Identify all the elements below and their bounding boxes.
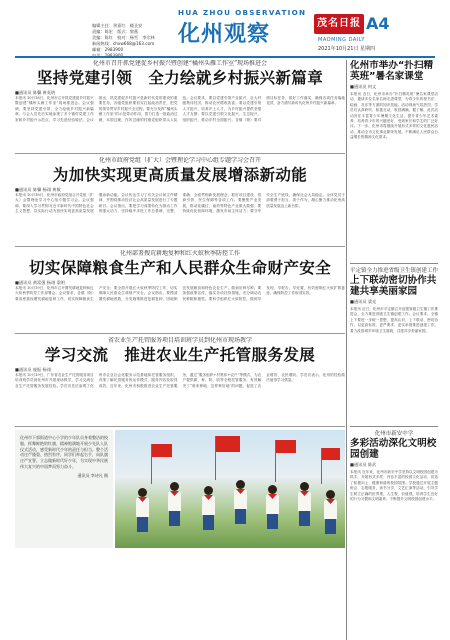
article-kicker: 化州市政府党组（扩大）会暨理论学习中心组专题学习会召开 [98,157,261,164]
header-rule [15,56,435,58]
article-1 [15,60,345,150]
sidebar-article-3 [350,426,438,636]
article-2 [15,157,345,243]
article-body: 本报讯 10月19日，化州市召开撂荒耕地复种和红火蚁秋季防控工作部署会。会议要求，各镇（街）要高度重视撂荒耕地复种工作，切实保障粮食生产安全；要全面开展红火蚁秋季防控工作，切实保障人民群众生命财产安全。会议指出，要摸清撂荒耕地底数，分类施策推进复耕复种，因地制宜发展粮食和特色农业生产，做到应种尽种。要加强政策宣传，落实各项扶持措施，充分调动农民种粮积极性。要科学组织红火蚁防控，做到早发现、早报告、早处置，有效遏制红火蚁扩散蔓延，确保防控工作取得实效。 [15,286,345,301]
page-header [0,0,450,58]
editor-info [92,23,172,59]
red-flag [152,444,172,457]
photo-caption: 化州市下郭街道中心小学的少年队员身着整洁的校服，挥舞鲜艳的红旗，精神饱满地开展少先队入队仪式活动，感受新时代少年的责任与担当。整个活动庄严隆重、热烈有序，同学们举起右手，向队旗庄严宣誓，立志做新时代好少年，为实现中华民族伟大复兴的中国梦而努力奋斗。 [20,435,108,469]
photo-image [115,430,345,548]
photo-credit: 通讯员 李诗凡 摄 [77,472,108,478]
sidebar-column [350,60,438,636]
student-figure [265,485,280,529]
article-headline: 为加快实现更高质量发展增添新动能 [52,166,308,184]
issue-date: 2021年10月21日 星期四 [318,46,376,52]
sidebar-headline: 多彩活动深化文明校园创建 [350,438,437,460]
student-figure [201,486,216,530]
editor-line: 编辑主任：余嘉红 楼圣安 [92,23,143,28]
divider [15,153,345,154]
editor-line: 美编：陈红 校对：杨雪 李宗林 [92,35,155,40]
sidebar-headline: 上下联动密切协作共建共享美丽家园 [350,275,437,297]
newspaper-logo [314,14,364,34]
sidebar-body: 本报讯 近年来，化州市新安中学坚持以文明校园创建为抓手，开展形式多样、内容丰富的校园文化活动，营造了积极向上、健康和谐的校园氛围。学校通过开展主题班会、志愿服务、读书分享、文艺汇演等活动，引导学生树立正确的世界观、人生观、价值观，培养学生良好的行为习惯和文明素养，不断提升文明校园创建水平。 [350,470,438,502]
editor-line: 责编：陈宏 版式：黎燕 [92,29,139,34]
sidebar-body: 本报讯 近日，化州市举办“扑扫精英班”暑名家课堂活动，邀请多位名家名师走进课堂，为青少年传授书法、绘画、音乐等方面的知识技能。活动现场气氛热烈，学员们认真聆听、积极互动，收获满满。据了解，此次活动旨在丰富青少年暑期文化生活，提升青少年艺术素养，培养青少年的兴趣爱好，受到家长和学生的广泛好评。下一步，化州市将继续开展形式多样的文化惠民活动，推动全市文化事业繁荣发展，不断满足人民群众日益增长的精神文化需求。 [350,92,438,140]
article-kicker: 化州部署搜荒耕地复种和红火蚁秋季防控工作 [119,250,240,257]
sidebar-kicker: 化州市新安中学 [374,431,414,437]
article-kicker: 化州市召开抓党建促乡村振兴暨创建“橘州头雁工作室”现场推进会 [92,60,268,67]
student-figure [135,488,150,532]
sidebar-article-1 [350,60,438,260]
article-body: 本报讯 10月19日，广东省农业生产托管服务项目培训班学员到化州市开展现场教学，学习交流农业生产托管服务发展经验。学员们先后参观了化州市农业社会化服务示范基地和托管服务组织，详细了解托管服务的运作模式、服务内容及取得成效。近年来，化州市积极推进农业生产托管服务，通过“服务组织+村集体+农户”等模式，为农户提供耕、种、防、收等全程托管服务，有效解决了“谁来种地、怎样种好地”的问题，促进了农业增效、农民增收。学员们表示，化州的经验做法值得学习借鉴。 [15,373,345,388]
student-figure [297,482,312,526]
sidebar-byline: ■通讯员 梁光 [350,299,377,304]
column-divider [346,60,347,640]
photo-feature [15,430,345,548]
article-4 [15,337,345,423]
article-body: 本报讯 10月18日，化州市政府党组召开党组（扩大）会暨理论学习中心组专题学习会。会议强调，要深入学习贯彻习近平新时代中国特色社会主义思想，以实际行动为加快实现更高质量发展增添新动能。会议传达学习了有关会议和文件精神，并围绕推动经济社会高质量发展进行了专题研讨。会议指出，要把学习成果转化为推动工作的强大动力，坚持稳中求进工作总基调，完整、准确、全面贯彻新发展理念，抓好项目建设、招商引资、民生保障等各项工作。要聚焦产业发展，推动化橘红、南药等特色产业做大做强；要持续优化营商环境，激发市场主体活力；要守牢安全生产底线，确保社会大局稳定。全体党员干部要勇于担当、善于作为，凝心聚力推动化州高质量发展迈上新台阶。 [15,193,345,214]
article-body: 本报讯 10月18日，化州市召开抓党建促乡村振兴暨创建“橘州头雁工作室”现场推进会。会议强调，要坚持党建引领，全力绘就乡村振兴新篇章。与会人员先后实地参观了多个镇村党建工作室和乡村振兴示范点，学习先进经验做法。会议指出，抓党建促乡村振兴是新时代党的建设的重要任务，各级党组织要切实扛起政治责任，把党的领导贯穿乡村振兴全过程。要充分发挥“橘州头雁工作室”的示范带动作用，着力打造一批政治过硬、本领过硬、作风过硬的村级党组织带头人队伍。会议要求，要以党建引领产业振兴，壮大村级集体经济，推动农民增收致富；要以党建引领人才振兴，培养乡土人才，为乡村振兴提供坚强人才支撑；要以党建引领文化振兴、生态振兴、组织振兴，推动乡村全面振兴。各镇（街）要对照目标任务，抓好工作落实，确保各项任务落地见效，奋力谱写新时代化州乡村振兴新篇章。 [15,96,345,122]
sidebar-kicker: 平定镇全力推进省级卫生镇创建工作 [350,268,438,274]
article-headline: 学习交流 推进农业生产托管服务发展 [44,346,316,364]
red-flag [216,436,240,452]
sidebar-headline: 化州市举办“扑扫精英班”暑名家课堂 [350,60,434,82]
editor-line: 邮箱：2983900 [92,47,124,52]
section-title: 化州观察 [178,22,271,47]
student-figure [233,480,248,524]
sidebar-byline: ■通讯员 何文 [350,84,377,89]
divider [15,426,345,427]
photo-caption-box [15,430,113,548]
sidebar-body: 本报讯 近日，化州市平定镇召开创建省级卫生镇工作推进会，全力推进省级卫生镇创建工作。会议要求，全镇上下要进一步统一思想、提高认识，上下联动、密切协作，以更高标准、更严要求、更实举措推进创建工作，着力改善城乡环境卫生面貌，共建共享美丽家园。 [350,307,438,333]
page-number: A4 [366,14,390,33]
divider [15,333,345,334]
sidebar-article-2 [350,263,438,423]
editor-line: 新闻热线：chxw668@163.com [92,41,155,46]
section-english-title: HUA ZHOU OBSERVATION [178,8,307,17]
student-figure [323,490,338,534]
divider [15,246,345,247]
student-figure [167,482,182,526]
article-headline: 切实保障粮食生产和人民群众生命财产安全 [28,259,332,277]
article-headline: 坚持党建引领 全力绘就乡村振兴新篇章 [36,69,324,87]
article-3 [15,250,345,330]
newspaper-pinyin: MAOMING DAILY [318,37,365,43]
article-byline: ■通讯员 黄富强 杨翊 梁明 [15,280,65,285]
article-kicker: 省农业生产托管服务项目培训班学员到化州市现场教学 [107,337,252,344]
main-column [15,60,345,548]
article-byline: ■通讯员 陈馨 杨翊 黄敏 [15,187,61,192]
article-byline: ■通讯员 陈馨 黄英明 [15,90,56,95]
red-flag [276,440,296,453]
newspaper-name: 茂名日报 [317,18,361,29]
article-byline: ■通讯员 庞振 杨翊 [15,367,51,372]
sidebar-byline: ■通讯员 陈武 [350,462,377,467]
red-flag [322,448,340,460]
